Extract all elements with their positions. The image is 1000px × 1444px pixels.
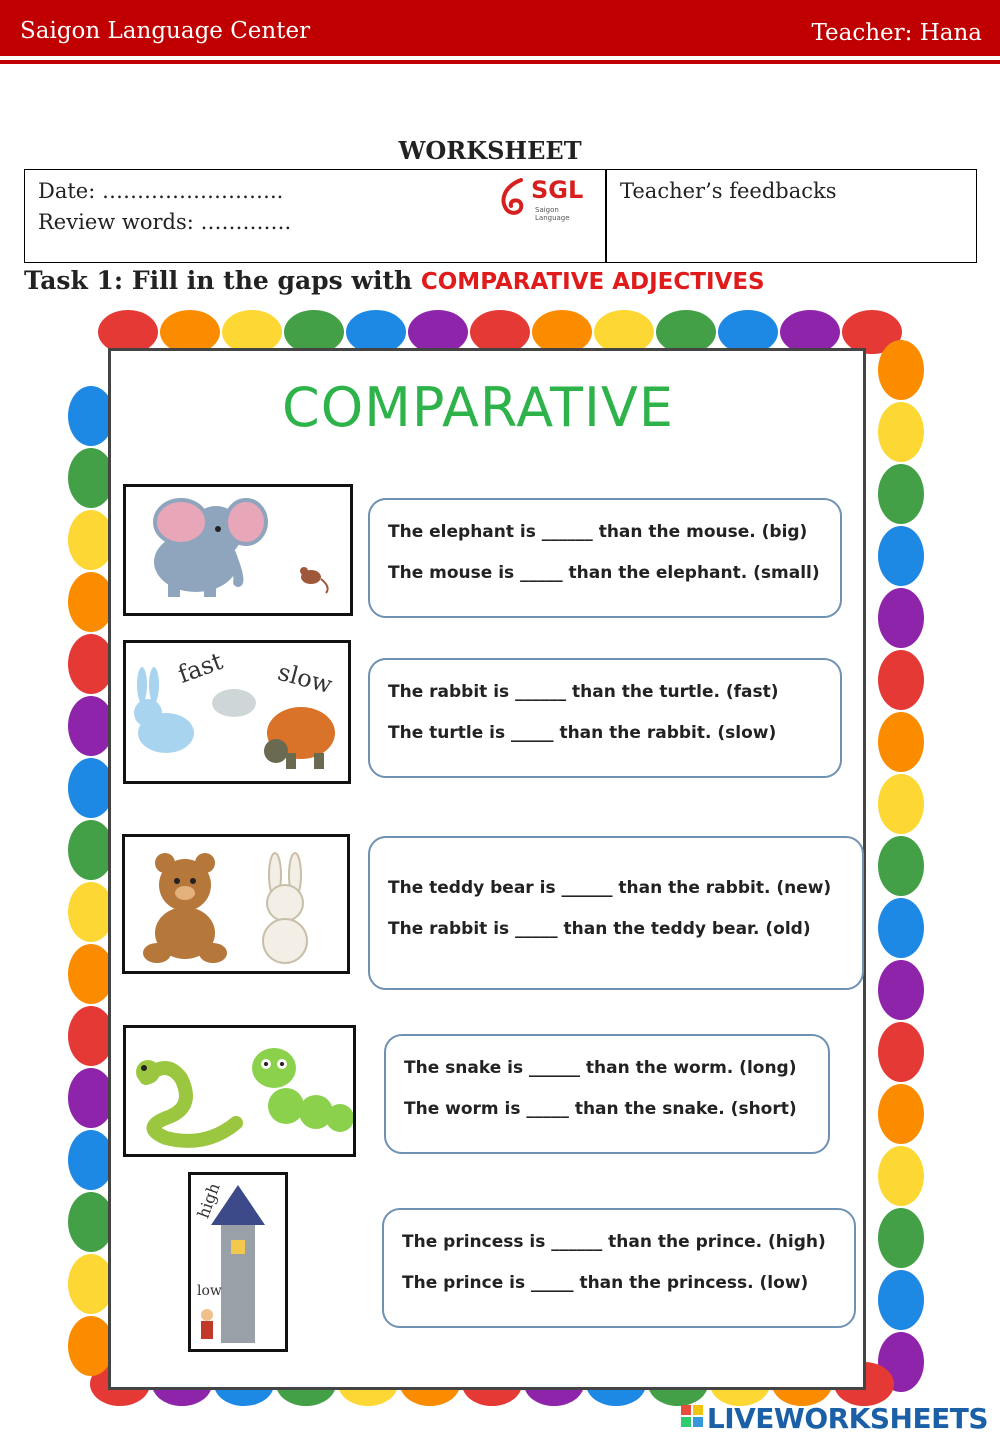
table-divider [605,170,607,262]
frame-scallop [878,1270,924,1330]
frame-scallop [878,340,924,400]
frame-scallop [878,526,924,586]
sentence-3b[interactable]: The rabbit is _____ than the teddy bear. (old) [388,919,811,939]
sentence-5a[interactable]: The princess is ______ than the prince. (high) [402,1232,826,1252]
sentence-1a[interactable]: The elephant is ______ than the mouse. (big) [388,522,808,542]
frame-scallop [878,1208,924,1268]
sentence-5b[interactable]: The prince is _____ than the princess. (low) [402,1273,809,1293]
frame-scallop [878,402,924,462]
snake-worm-picture [123,1025,356,1157]
label-low: low [197,1283,222,1299]
task-highlight: COMPARATIVE ADJECTIVES [420,269,765,295]
header-band [0,0,1000,56]
frame-scallop [878,1022,924,1082]
sentence-3a[interactable]: The teddy bear is ______ than the rabbit. (new) [388,878,832,898]
sgl-logo-icon [495,176,531,220]
tower-picture [188,1172,288,1352]
comparative-title: COMPARATIVE [282,376,674,439]
school-name: Saigon Language Center [20,18,311,44]
frame-scallop [878,650,924,710]
header-rule [0,60,1000,64]
logo-text: SGL [531,176,584,204]
frame-scallop [878,836,924,896]
liveworksheets-icon [681,1405,705,1431]
frame-scallop [878,898,924,958]
task-prefix: Task 1: Fill in the gaps with [24,266,421,295]
label-high: high [193,1180,224,1221]
review-words-field[interactable]: Review words: …………. [38,210,292,234]
exercise-box-2 [368,658,842,778]
task-heading [24,266,765,295]
footer-text: LIVEWORKSHEETS [706,1402,988,1435]
teacher-feedback-label: Teacher’s feedbacks [620,179,837,203]
label-slow: slow [274,657,336,700]
frame-scallop [878,712,924,772]
info-table [24,169,977,263]
frame-scallop [878,588,924,648]
frame-scallop [878,464,924,524]
sentence-4b[interactable]: The worm is _____ than the snake. (short) [404,1099,797,1119]
frame-scallop [878,774,924,834]
rabbit-turtle-picture [123,640,351,784]
worksheet-title: WORKSHEET [398,136,582,165]
sentence-2b[interactable]: The turtle is _____ than the rabbit. (slow) [388,723,777,743]
label-fast: fast [174,647,227,689]
teacher-name: Teacher: Hana [811,20,982,46]
frame-scallop [878,1084,924,1144]
liveworksheets-footer [681,1402,988,1435]
elephant-mouse-picture [123,484,353,616]
date-field[interactable]: Date: …………………….. [38,179,284,203]
sentence-2a[interactable]: The rabbit is ______ than the turtle. (fast) [388,682,779,702]
exercise-box-3 [368,836,864,990]
logo-subtext: Saigon Language [535,206,570,222]
sentence-1b[interactable]: The mouse is _____ than the elephant. (small) [388,563,820,583]
exercise-box-5 [382,1208,856,1328]
teddy-rabbit-picture [122,834,350,974]
frame-scallop [878,1146,924,1206]
frame-scallop [878,960,924,1020]
exercise-box-4 [384,1034,830,1154]
exercise-box-1 [368,498,842,618]
sentence-4a[interactable]: The snake is ______ than the worm. (long) [404,1058,797,1078]
sgl-logo [495,176,595,220]
